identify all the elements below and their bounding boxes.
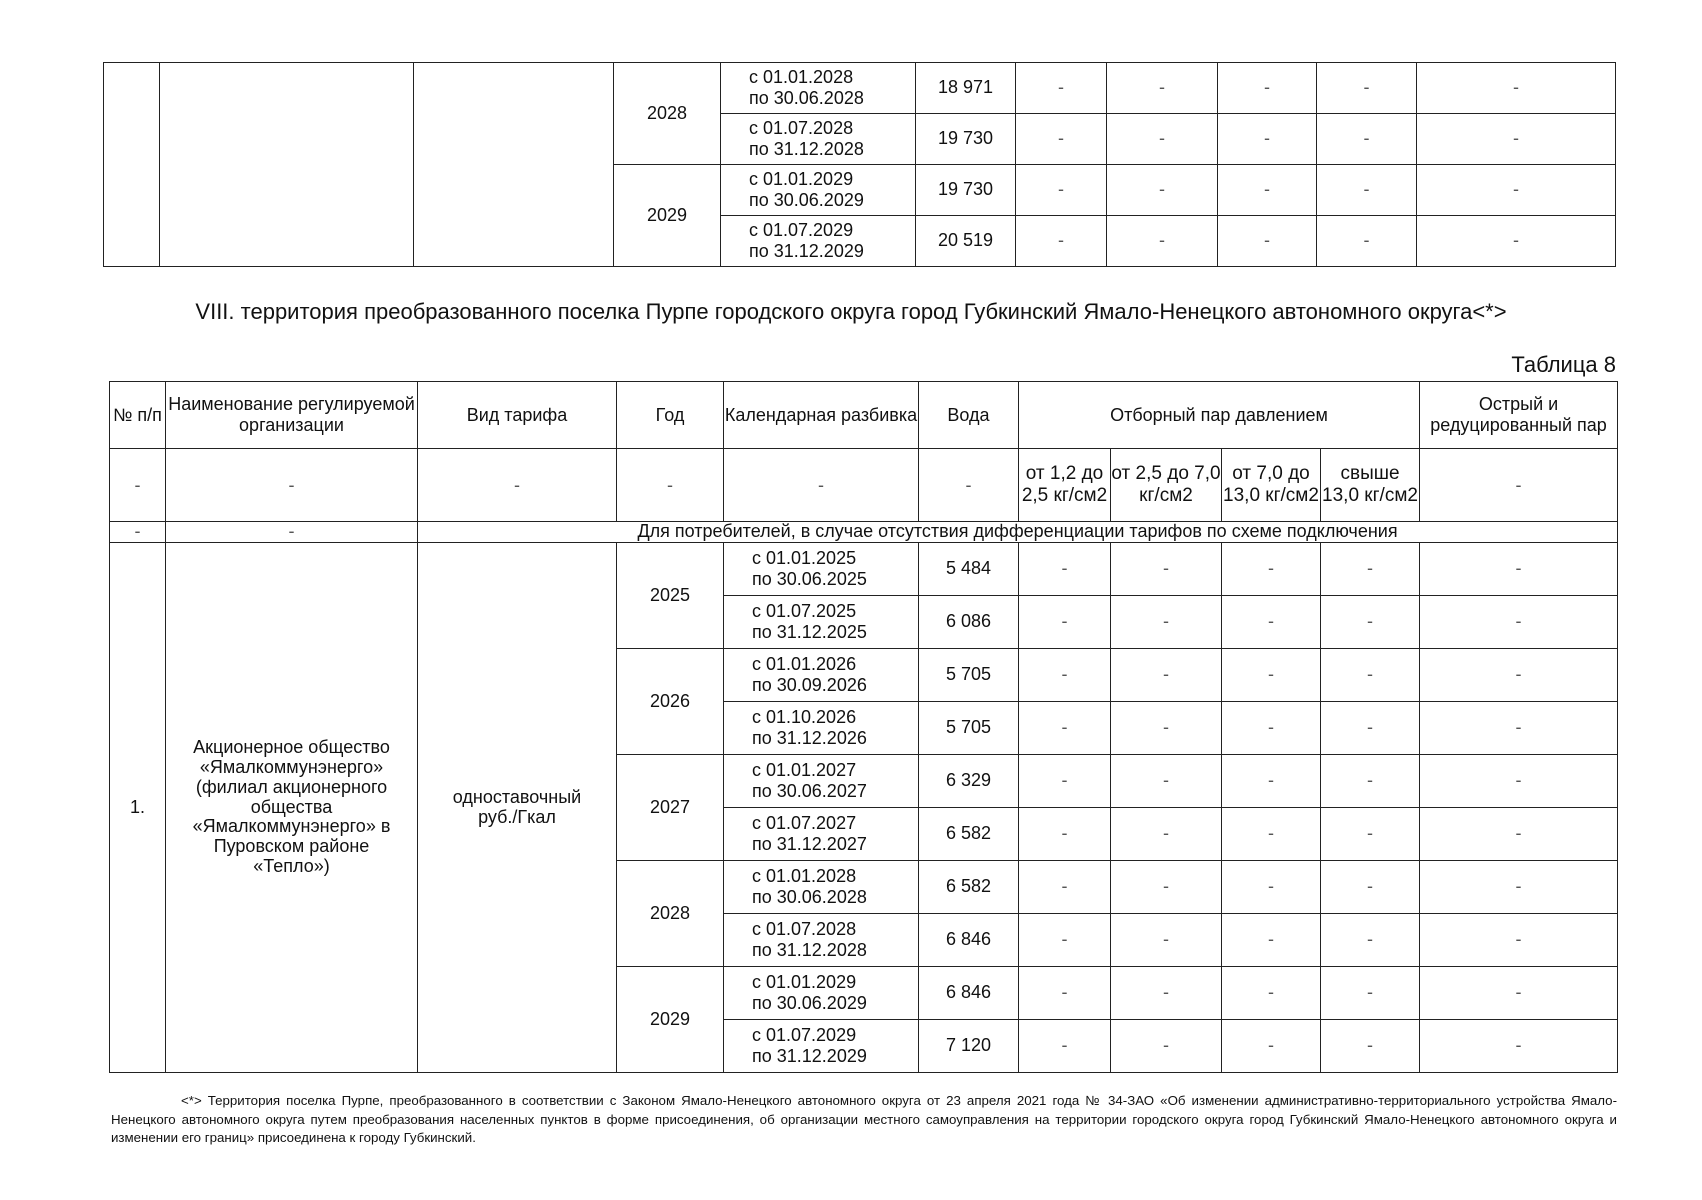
period-cell: с 01.01.2025 по 30.06.2025	[724, 543, 919, 596]
year-cell: 2029	[617, 967, 724, 1073]
period-cell: с 01.07.2027 по 31.12.2027	[724, 808, 919, 861]
table-row: 1. Акционерное общество «Ямалкоммунэнерго» (филиал акционерного общества «Ямалкоммунэнерго» в Пуровском районе «Тепло») одноставочный руб./Гкал 2025 с 01.01.2025 по 30.06.2025 5 484 - - - - -	[110, 543, 1618, 596]
year-cell: 2029	[614, 165, 721, 267]
header-sharp-steam: Острый и редуцированный пар	[1420, 382, 1618, 449]
consumers-note: Для потребителей, в случае отсутствия дифференциации тарифов по схеме подключения	[418, 522, 1618, 543]
period-cell: с 01.01.2028 по 30.06.2028	[721, 63, 916, 114]
header-pressure-4: свыше 13,0 кг/см2	[1321, 449, 1420, 522]
water-value: 6 846	[919, 914, 1019, 967]
header-number: № п/п	[110, 382, 166, 449]
period-cell: с 01.01.2028 по 30.06.2028	[724, 861, 919, 914]
period-cell: с 01.07.2025 по 31.12.2025	[724, 596, 919, 649]
header-pressure-2: от 2,5 до 7,0 кг/см2	[1111, 449, 1222, 522]
table-row: 2029 с 01.01.2029 по 30.06.2029 19 730 - - - - -	[104, 165, 1616, 216]
tariff-type: одноставочный руб./Гкал	[418, 543, 617, 1073]
row-number: 1.	[110, 543, 166, 1073]
table-row: с 01.07.2028 по 31.12.2028 6 846 - - - - -	[110, 914, 1618, 967]
table-row: 2026 с 01.01.2026 по 30.09.2026 5 705 - - - - -	[110, 649, 1618, 702]
period-cell: с 01.07.2029 по 31.12.2029	[721, 216, 916, 267]
water-value: 6 846	[919, 967, 1019, 1020]
section-title: VIII. территория преобразованного поселка Пурпе городского округа город Губкинский Ямало-Ненецкого автономного округа<*>	[195, 299, 1507, 324]
period-cell: с 01.10.2026 по 31.12.2026	[724, 702, 919, 755]
period-cell: с 01.07.2028 по 31.12.2028	[721, 114, 916, 165]
period-cell: с 01.01.2029 по 30.06.2029	[721, 165, 916, 216]
organization-name: Акционерное общество «Ямалкоммунэнерго» (филиал акционерного общества «Ямалкоммунэнерго» в Пуровском районе «Тепло»)	[166, 543, 418, 1073]
period-cell: с 01.07.2028 по 31.12.2028	[724, 914, 919, 967]
water-value: 18 971	[916, 63, 1016, 114]
water-value: 5 705	[919, 702, 1019, 755]
period-cell: с 01.01.2027 по 30.06.2027	[724, 755, 919, 808]
table-row: с 01.07.2029 по 31.12.2029 20 519 - - - - -	[104, 216, 1616, 267]
header-water: Вода	[919, 382, 1019, 449]
water-value: 19 730	[916, 114, 1016, 165]
table-subheader-row: - - - - - - от 1,2 до 2,5 кг/см2 от 2,5 до 7,0 кг/см2 от 7,0 до 13,0 кг/см2 свыше 13,0 кг/см2 -	[110, 449, 1618, 522]
year-cell: 2028	[617, 861, 724, 967]
table-row: 2028 с 01.01.2028 по 30.06.2028 6 582 - - - - -	[110, 861, 1618, 914]
tariff-table-8	[109, 381, 1618, 1073]
year-cell: 2027	[617, 755, 724, 861]
table-row: 2029 с 01.01.2029 по 30.06.2029 6 846 - - - - -	[110, 967, 1618, 1020]
table-caption: Таблица 8	[1511, 352, 1616, 377]
year-cell: 2028	[614, 63, 721, 165]
year-cell: 2026	[617, 649, 724, 755]
header-organization: Наименование регулируемой организации	[166, 382, 418, 449]
table-row: с 01.07.2027 по 31.12.2027 6 582 - - - - -	[110, 808, 1618, 861]
period-cell: с 01.01.2029 по 30.06.2029	[724, 967, 919, 1020]
period-cell: с 01.01.2026 по 30.09.2026	[724, 649, 919, 702]
header-tariff-type: Вид тарифа	[418, 382, 617, 449]
water-value: 5 705	[919, 649, 1019, 702]
table-header-row	[110, 382, 1618, 449]
water-value: 6 086	[919, 596, 1019, 649]
header-calendar: Календарная разбивка	[724, 382, 919, 449]
year-cell: 2025	[617, 543, 724, 649]
header-pressure-1: от 1,2 до 2,5 кг/см2	[1019, 449, 1111, 522]
water-value: 19 730	[916, 165, 1016, 216]
table-row: 2028 с 01.01.2028 по 30.06.2028 18 971 - - - - -	[104, 63, 1616, 114]
previous-tariff-table	[103, 62, 1616, 267]
water-value: 20 519	[916, 216, 1016, 267]
header-pressure-3: от 7,0 до 13,0 кг/см2	[1222, 449, 1321, 522]
water-value: 6 582	[919, 861, 1019, 914]
water-value: 6 329	[919, 755, 1019, 808]
table-row: с 01.10.2026 по 31.12.2026 5 705 - - - - -	[110, 702, 1618, 755]
table-row: с 01.07.2028 по 31.12.2028 19 730 - - - - -	[104, 114, 1616, 165]
header-steam: Отборный пар давлением	[1019, 382, 1420, 449]
water-value: 6 582	[919, 808, 1019, 861]
table-row: с 01.07.2029 по 31.12.2029 7 120 - - - - -	[110, 1020, 1618, 1073]
period-cell: с 01.07.2029 по 31.12.2029	[724, 1020, 919, 1073]
header-year: Год	[617, 382, 724, 449]
water-value: 7 120	[919, 1020, 1019, 1073]
footnote: <*> Территория поселка Пурпе, преобразованного в соответствии с Законом Ямало-Ненецкого автономного округа от 23 апреля 2021 года № 34-ЗАО «Об изменении административно-территориального устройства Ямало-Ненецкого автономного округа путем преобразования населенных пунктов в форме присоединения, об организации местного самоуправления на территории городского округа город Губкинский Ямало-Ненецкого автономного округа и изменении его границ» присоединена к городу Губкинский.	[111, 1093, 1617, 1146]
water-value: 5 484	[919, 543, 1019, 596]
table-row: 2027 с 01.01.2027 по 30.06.2027 6 329 - - - - -	[110, 755, 1618, 808]
table-row: с 01.07.2025 по 31.12.2025 6 086 - - - - -	[110, 596, 1618, 649]
consumers-note-row: - - Для потребителей, в случае отсутствия дифференциации тарифов по схеме подключения	[110, 522, 1618, 543]
